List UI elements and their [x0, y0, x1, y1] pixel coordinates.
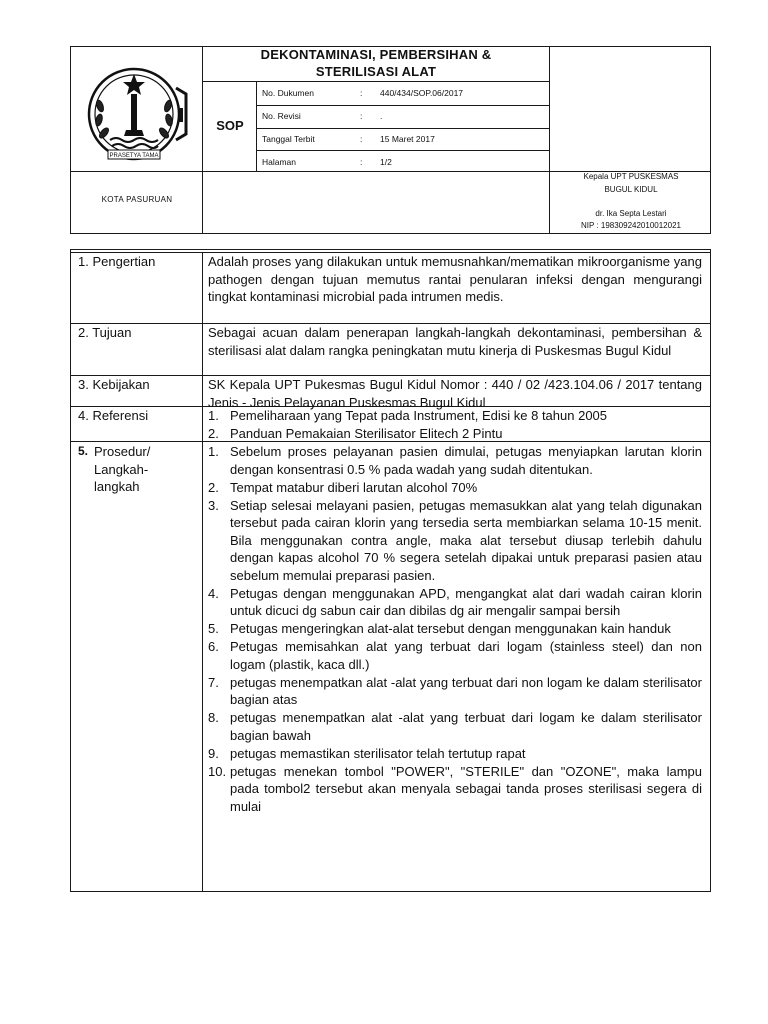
- list-item-text: Petugas memisahkan alat yang terbuat dari logam (stainless steel) dan non logam (plastik, kaca dll.): [230, 639, 702, 672]
- text-tujuan: Sebagai acuan dalam penerapan langkah-langkah dekontaminasi, pembersihan & sterilisasi alat dalam rangka peningkatan mutu kinerja di Puskesmas Bugul Kidul: [208, 325, 702, 358]
- list-item-text: petugas memastikan sterilisator telah tertutup rapat: [230, 745, 526, 761]
- list-item-text: Sebelum proses pelayanan pasien dimulai, petugas menyiapkan larutan klorin dengan konsentrasi 0.5 % pada wadah yang sudah ditentukan.: [230, 444, 702, 477]
- label-prosedur: [78, 443, 198, 496]
- label-referensi: 4. Referensi: [78, 408, 149, 423]
- logo-ribbon-text: PRASETYA TAMA: [109, 153, 159, 159]
- referensi-list: [208, 407, 702, 443]
- list-item: [208, 745, 702, 763]
- list-item-number: 3.: [208, 497, 219, 513]
- label-prosedur-line-3: langkah: [94, 479, 140, 494]
- list-item-text: Pemeliharaan yang Tepat pada Instrument, Edisi ke 8 tahun 2005: [230, 408, 608, 423]
- title-line-1: DEKONTAMINASI, PEMBERSIHAN &: [260, 47, 492, 62]
- list-item-number: 4.: [208, 585, 219, 601]
- list-item-text: Panduan Pemakaian Sterilisator Elitech 2 Pintu: [230, 426, 503, 441]
- meta-sep: :: [360, 134, 363, 144]
- meta-value-doc-number: 440/434/SOP.06/2017: [380, 88, 464, 98]
- list-item-number: 8.: [208, 710, 219, 725]
- list-item: [208, 674, 702, 709]
- meta-value-page: 1/2: [380, 157, 392, 167]
- list-item-number: 1.: [208, 444, 219, 459]
- list-item-number: 6.: [208, 639, 219, 654]
- label-prosedur-number: 5.: [78, 444, 89, 458]
- list-item-text: Petugas mengeringkan alat-alat tersebut dengan menggunakan kain handuk: [230, 621, 671, 636]
- meta-label-page: Halaman: [262, 157, 297, 167]
- signatory-name: dr. Ika Septa Lestari: [595, 209, 667, 218]
- list-item: [208, 763, 702, 816]
- meta-label-doc-number: No. Dukumen: [262, 88, 314, 98]
- list-item: [208, 638, 702, 673]
- list-item: [208, 407, 702, 425]
- meta-label-revision: No. Revisi: [262, 111, 301, 121]
- signatory-nip: NIP : 198309242010012021: [581, 221, 681, 230]
- list-item-text: petugas menempatkan alat -alat yang terbuat dari logam ke dalam sterilisator bagian bawah: [230, 710, 702, 743]
- label-kebijakan: 3. Kebijakan: [78, 377, 150, 392]
- list-item: [208, 425, 702, 443]
- list-item-number: 7.: [208, 674, 219, 690]
- label-pengertian: 1. Pengertian: [78, 254, 156, 269]
- list-item: [208, 585, 702, 620]
- meta-sep: :: [360, 157, 363, 167]
- list-item-text: Setiap selesai melayani pasien, petugas memasukkan alat yang telah digunakan tersebut pada cairan klorin yang tersedia serta membiarkan selama 10-15 menit. Bila menggunakan contra angle, maka alat tersebut diusap terlebih dahulu dengan kapas alcohol 70 % segera setelah dipakai untuk preparasi pasien atau sebelum memulai preparasi pasien.: [230, 497, 702, 583]
- list-item: [208, 443, 702, 478]
- list-item: [208, 479, 702, 497]
- label-tujuan: 2. Tujuan: [78, 325, 132, 340]
- meta-label-issue-date: Tanggal Terbit: [262, 134, 315, 144]
- sop-label: SOP: [216, 118, 244, 133]
- text-pengertian: Adalah proses yang dilakukan untuk memusnahkan/mematikan mikroorganisme yang pathogen dengan tujuan memutus rantai penularan infeksi dengan mengurangi tingkat kontaminasi microbial pada intrumen medis.: [208, 254, 702, 304]
- list-item: [208, 497, 702, 585]
- meta-sep: :: [360, 111, 363, 121]
- signatory-title-1: Kepala UPT PUSKESMAS: [583, 172, 679, 181]
- list-item-number: 9.: [208, 745, 219, 761]
- list-item-number: 1.: [208, 408, 219, 423]
- city-name: KOTA PASURUAN: [101, 195, 173, 204]
- list-item-number: 5.: [208, 621, 219, 636]
- list-item: [208, 620, 702, 638]
- list-item: [208, 709, 702, 744]
- list-item-number: 2.: [208, 479, 219, 495]
- list-item-number: 2.: [208, 426, 219, 441]
- signatory-title-2: BUGUL KIDUL: [604, 185, 658, 194]
- label-prosedur-line-1: Prosedur/: [94, 444, 151, 459]
- meta-value-revision: .: [380, 111, 383, 121]
- meta-value-issue-date: 15 Maret 2017: [380, 134, 435, 144]
- list-item-text: Tempat matabur diberi larutan alcohol 70%: [230, 479, 478, 495]
- list-item-text: petugas menekan tombol "POWER", "STERILE" dan "OZONE", maka lampu pada tombol2 tersebut akan menyala sebagai tanda proses sterilisasi segera di mulai: [230, 763, 702, 814]
- prosedur-list: [208, 443, 702, 816]
- city-logo: [86, 60, 196, 164]
- text-kebijakan: SK Kepala UPT Pukesmas Bugul Kidul Nomor : 440 / 02 /423.104.06 / 2017 tentang Jenis - Jenis Pelayanan Puskesmas Bugul Kidul: [208, 377, 702, 410]
- list-item-number: 10.: [208, 763, 227, 779]
- label-prosedur-line-2: Langkah-: [94, 461, 149, 477]
- meta-sep: :: [360, 88, 363, 98]
- title-line-2: STERILISASI ALAT: [315, 64, 437, 79]
- list-item-text: petugas menempatkan alat -alat yang terbuat dari non logam ke dalam sterilisator bagian atas: [230, 674, 702, 707]
- document-title: [204, 46, 548, 80]
- list-item-text: Petugas dengan menggunakan APD, mengangkat alat dari wadah cairan klorin untuk dicuci dg sabun cair dan dibilas dg air mengalir sampai bersih: [230, 585, 702, 618]
